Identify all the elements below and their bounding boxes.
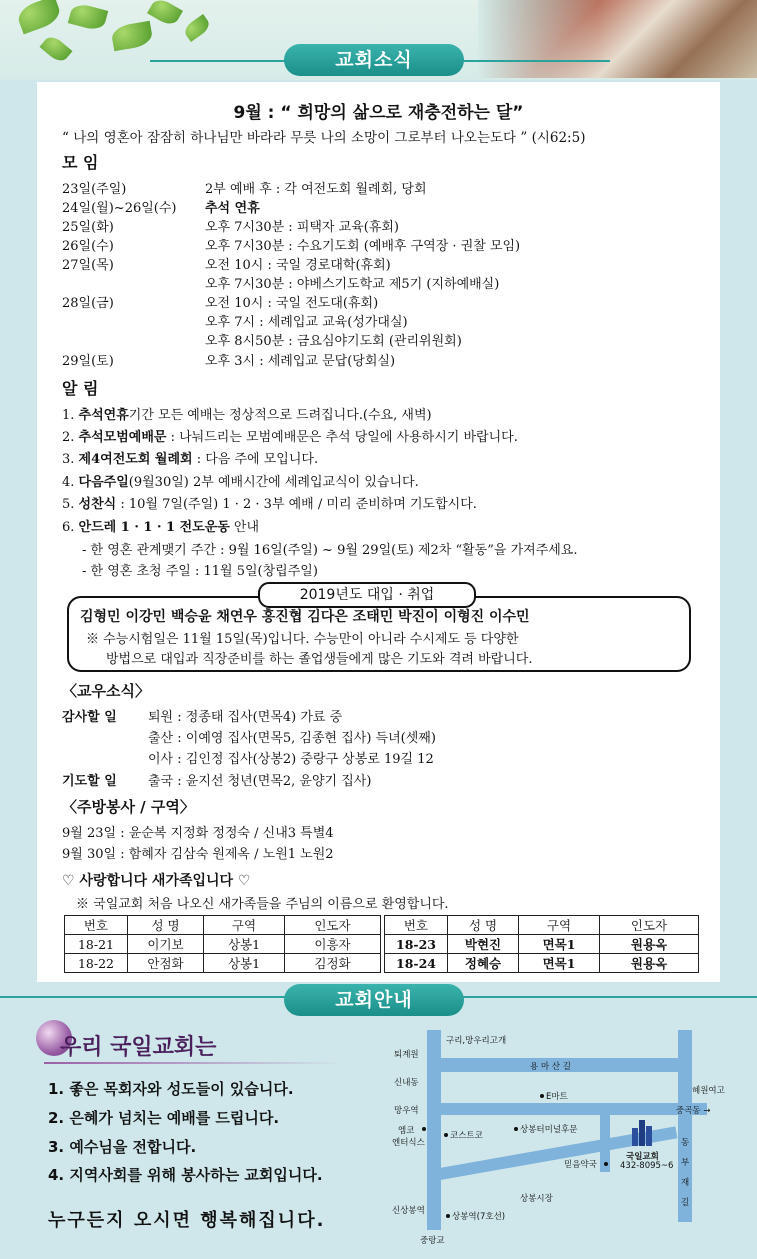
cell: 이흥자 — [285, 935, 381, 954]
cell: 이기보 — [128, 935, 204, 954]
meeting-date: 26일(수) — [62, 239, 114, 254]
col-guide: 인도자 — [285, 916, 381, 935]
map-label: 믿음약국 — [564, 1160, 597, 1170]
map-label: 중랑교 — [420, 1236, 445, 1246]
map-label: 코스트코 — [450, 1131, 483, 1141]
col-district: 구역 — [519, 916, 600, 935]
kitchen-heading: 〈주방봉사 / 구역〉 — [62, 798, 195, 816]
guide-item: 2. 은혜가 넘치는 예배를 드립니다. — [48, 1109, 280, 1127]
col-name: 성 명 — [448, 916, 519, 935]
newcomers-table-right — [384, 915, 699, 973]
newcomers-table-left — [64, 915, 381, 973]
guide-item: 4. 지역사회를 위해 봉사하는 교회입니다. — [48, 1166, 323, 1184]
notice-item: 1. 추석연휴기간 모든 예배는 정상적으로 드려집니다.(수요, 새벽) — [62, 408, 432, 423]
road-jungok — [427, 1103, 707, 1115]
map-marker — [446, 1214, 450, 1218]
notice-item: 4. 다음주일(9월30일) 2부 예배시간에 세례입교식이 있습니다. — [62, 475, 419, 490]
table-row — [385, 954, 699, 973]
meeting-text: 2부 예배 후 : 각 여전도회 월례회, 당회 — [205, 182, 427, 197]
title-underline — [44, 1062, 344, 1064]
map-label: 상봉시장 — [520, 1194, 553, 1204]
road-east — [678, 1030, 692, 1222]
meeting-text: 오전 10시 : 국일 경로대학(휴회) — [205, 258, 391, 273]
map-label: 엠코 — [398, 1126, 415, 1136]
map-label: 엔터식스 — [392, 1138, 425, 1148]
thanks-item: 출산 : 이예영 집사(면목5, 김종현 집사) 득녀(셋째) — [148, 731, 436, 746]
exam-names: 김형민 이강민 백승윤 채연우 홍진협 김다은 조태민 박진이 이형진 이수민 — [80, 609, 530, 625]
prayer-item: 출국 : 윤지선 청년(면목2, 윤양기 집사) — [148, 774, 372, 789]
cell: 상봉1 — [204, 935, 285, 954]
map-label: 혜원여고 — [692, 1086, 725, 1096]
col-number: 번호 — [385, 916, 448, 935]
meeting-text: 추석 연휴 — [205, 201, 260, 216]
cell: 안점화 — [128, 954, 204, 973]
thanks-item: 이사 : 김인정 집사(상봉2) 중랑구 상봉로 19길 12 — [148, 752, 434, 767]
map-label: 망우역 — [394, 1106, 419, 1116]
table-header — [65, 916, 381, 935]
notice-sub: - 한 영혼 관계맺기 주간 : 9월 16일(주일) ~ 9월 29일(토) 제2차 “활동”을 가져주세요. — [82, 543, 578, 558]
kitchen-row: 9월 23일 : 윤순복 지정화 정정숙 / 신내3 특별4 — [62, 826, 334, 841]
meeting-text: 오후 8시50분 : 금요심야기도회 (관리위원회) — [205, 334, 462, 349]
photo-fade — [478, 0, 598, 78]
kitchen-row: 9월 30일 : 함혜자 김삼숙 원제옥 / 노원1 노원2 — [62, 847, 334, 862]
meeting-text: 오전 10시 : 국일 전도대(휴회) — [205, 296, 379, 311]
guide-item: 1. 좋은 목회자와 성도들이 있습니다. — [48, 1080, 294, 1098]
table-row — [385, 935, 699, 954]
col-district: 구역 — [204, 916, 285, 935]
map-marker — [422, 1127, 426, 1131]
guide-item: 3. 예수님을 전합니다. — [48, 1138, 197, 1156]
table-row — [65, 935, 381, 954]
map-label: 국일교회 — [626, 1152, 659, 1162]
cell: 원용옥 — [600, 954, 699, 973]
cell: 면목1 — [519, 935, 600, 954]
cell: 18-23 — [385, 935, 448, 954]
meetings-heading: 모 임 — [62, 153, 99, 172]
cell: 원용옥 — [600, 935, 699, 954]
map-marker — [444, 1133, 448, 1137]
table-row — [65, 954, 381, 973]
meeting-text: 오후 7시 : 세례입교 교육(성가대실) — [205, 315, 408, 330]
map-label: 재 — [681, 1178, 690, 1188]
map-label: 동 — [681, 1138, 690, 1148]
notice-item: 6. 안드레 1 · 1 · 1 전도운동 안내 — [62, 520, 260, 535]
cell: 18-21 — [65, 935, 128, 954]
guide-slogan: 누구든지 오시면 행복해집니다. — [48, 1210, 326, 1231]
cell: 상봉1 — [204, 954, 285, 973]
thanks-label: 감사할 일 — [62, 710, 117, 725]
cell: 박현진 — [448, 935, 519, 954]
map-marker — [604, 1162, 608, 1166]
map-label: 신상봉역 — [392, 1206, 425, 1216]
table-header — [385, 916, 699, 935]
map-label: 퇴계원 — [394, 1050, 419, 1060]
meeting-date: 25일(화) — [62, 220, 114, 235]
map-marker — [514, 1127, 518, 1131]
month-theme-title: 9월 : “ 희망의 삶으로 재충전하는 달” — [233, 103, 524, 123]
map-label: 구리,망우리고개 — [446, 1036, 507, 1046]
meeting-date: 27일(목) — [62, 258, 114, 273]
map-label: 용 마 산 길 — [530, 1062, 571, 1072]
col-name: 성 명 — [128, 916, 204, 935]
section-title-guide: 교회안내 — [284, 984, 464, 1016]
cell: 18-22 — [65, 954, 128, 973]
meeting-text: 오후 3시 : 세례입교 문답(당회실) — [205, 354, 396, 369]
meeting-text: 오후 7시30분 : 수요기도회 (예배후 구역장 · 권찰 모임) — [205, 239, 521, 254]
cell: 면목1 — [519, 954, 600, 973]
exam-note: ※ 수능시험일은 11월 15일(목)입니다. 수능만이 아니라 수시제도 등 다양한 — [86, 632, 519, 647]
church-title: 우리 국일교회는 — [60, 1035, 217, 1060]
meeting-date: 29일(토) — [62, 354, 114, 369]
month-theme-verse: “ 나의 영혼아 잠잠히 하나님만 바라라 무릇 나의 소망이 그로부터 나오는도다 ” (시62:5) — [62, 130, 586, 146]
map-label: 길 — [681, 1198, 690, 1208]
map-marker — [540, 1094, 544, 1098]
map-label: 중곡동 → — [676, 1106, 711, 1116]
newcomers-heading: ♡ 사랑합니다 새가족입니다 ♡ — [62, 873, 251, 889]
notice-item: 2. 추석모범예배문 : 나눠드리는 모범예배문은 추석 당일에 사용하시기 바랍니다. — [62, 430, 518, 445]
meeting-date: 23일(주일) — [62, 182, 127, 197]
map-label: 상봉역(7호선) — [452, 1212, 506, 1222]
map-label: 부 — [681, 1158, 690, 1168]
section-title-news: 교회소식 — [284, 44, 464, 76]
cell: 정혜승 — [448, 954, 519, 973]
meeting-date: 28일(금) — [62, 296, 114, 311]
meeting-date: 24일(월)~26일(수) — [62, 201, 177, 216]
members-heading: 〈교우소식〉 — [62, 682, 150, 700]
map-label: 상봉터미널후문 — [520, 1125, 578, 1135]
church-building-icon — [630, 1118, 654, 1148]
notice-sub: - 한 영혼 초청 주일 : 11월 5일(창립주일) — [82, 564, 318, 579]
cell: 김정화 — [285, 954, 381, 973]
newcomers-welcome: ※ 국일교회 처음 나오신 새가족들을 주님의 이름으로 환영합니다. — [76, 897, 449, 912]
meeting-text: 오후 7시30분 : 피택자 교육(휴회) — [205, 220, 400, 235]
map-label: 432-8095~6 — [620, 1161, 674, 1171]
col-guide: 인도자 — [600, 916, 699, 935]
notice-item: 3. 제4여전도회 월례회 : 다음 주에 모입니다. — [62, 452, 319, 467]
exam-label: 2019년도 대입 · 취업 — [258, 582, 476, 608]
meeting-text: 오후 7시30분 : 야베스기도학교 제5기 (지하예배실) — [205, 277, 500, 292]
map-label: E마트 — [546, 1092, 568, 1102]
notice-item: 5. 성찬식 : 10월 7일(주일) 1 · 2 · 3부 예배 / 미리 준비하며 기도합시다. — [62, 497, 477, 512]
col-number: 번호 — [65, 916, 128, 935]
prayer-label: 기도할 일 — [62, 774, 117, 789]
cell: 18-24 — [385, 954, 448, 973]
map-label: 신내동 — [394, 1078, 419, 1088]
exam-note: 방법으로 대입과 직장준비를 하는 졸업생들에게 많은 기도와 격려 바랍니다. — [106, 652, 533, 667]
thanks-item: 퇴원 : 정종태 집사(면목4) 가료 중 — [148, 710, 343, 725]
notices-heading: 알 림 — [62, 379, 99, 398]
